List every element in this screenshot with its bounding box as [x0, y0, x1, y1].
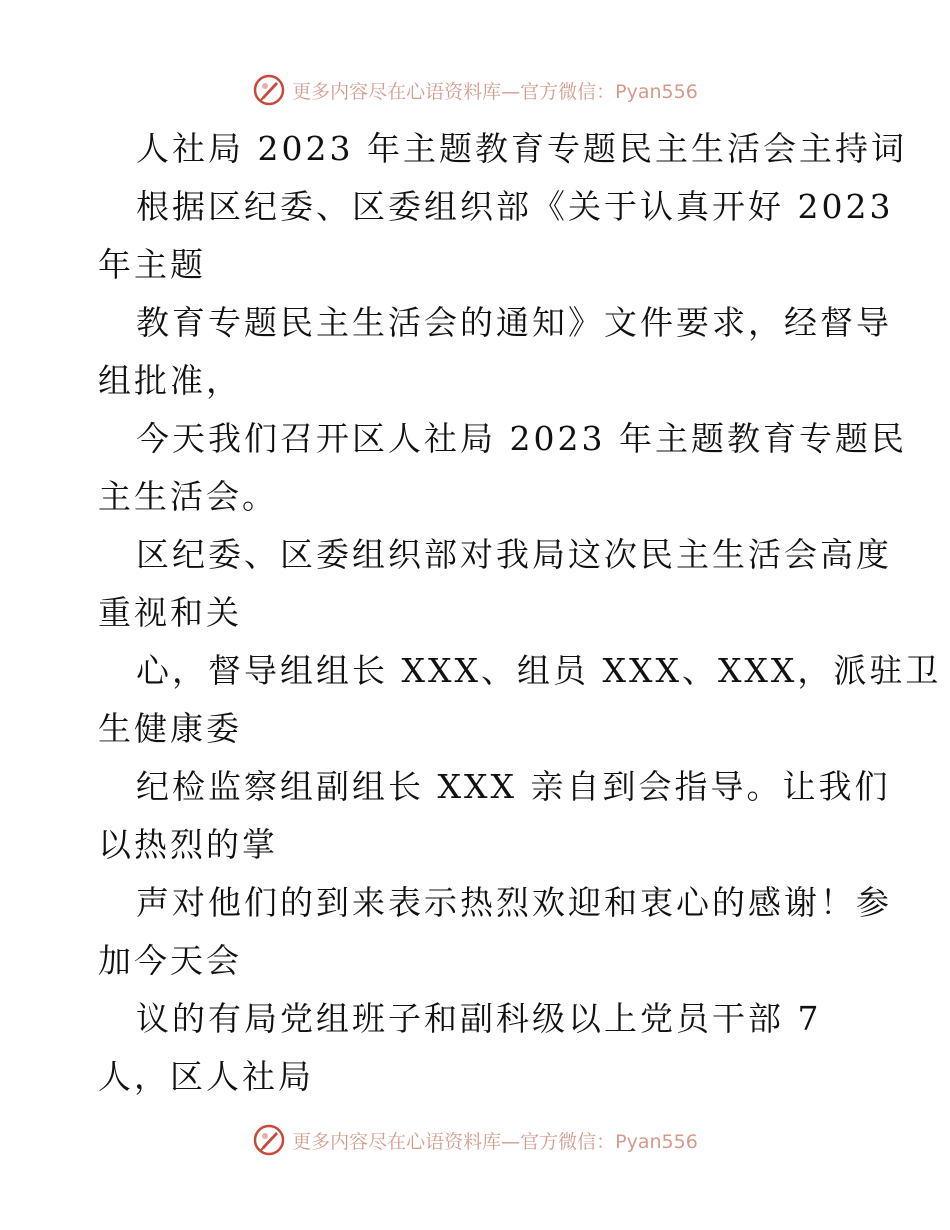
text-line: 根据区纪委、区委组织部《关于认真开好 2023 [136, 187, 894, 226]
watermark-text: 更多内容尽在心语资料库—官方微信：Pyan556 [292, 80, 698, 103]
text-line: 今天我们召开区人社局 2023 年主题教育专题民 [136, 419, 907, 458]
text-line: 人，区人社局 [98, 1057, 314, 1096]
text-line: 区纪委、区委组织部对我局这次民主生活会高度 [136, 535, 892, 574]
text-line: 心，督导组组长 XXX、组员 XXX、XXX，派驻卫 [136, 651, 942, 690]
quill-logo-icon [252, 1123, 286, 1157]
document-body [98, 120, 942, 1106]
text-line: 重视和关 [98, 593, 242, 632]
text-line: 声对他们的到来表示热烈欢迎和衷心的感谢！参 [136, 883, 892, 922]
text-line: 人社局 2023 年主题教育专题民主生活会主持词 [136, 129, 907, 168]
text-line: 加今天会 [98, 941, 242, 980]
watermark-text: 更多内容尽在心语资料库—官方微信：Pyan556 [292, 1130, 698, 1153]
text-line: 生健康委 [98, 709, 242, 748]
text-line: 主生活会。 [98, 477, 278, 516]
text-line: 纪检监察组副组长 XXX 亲自到会指导。让我们 [136, 767, 891, 806]
text-line: 以热烈的掌 [98, 825, 278, 864]
quill-logo-icon [252, 73, 286, 107]
text-line: 议的有局党组班子和副科级以上党员干部 7 [136, 999, 822, 1038]
text-line: 教育专题民主生活会的通知》文件要求，经督导 [136, 303, 892, 342]
header-watermark [0, 70, 950, 110]
text-line: 年主题 [98, 245, 206, 284]
footer-watermark [0, 1120, 950, 1160]
text-line: 组批准， [98, 361, 242, 400]
